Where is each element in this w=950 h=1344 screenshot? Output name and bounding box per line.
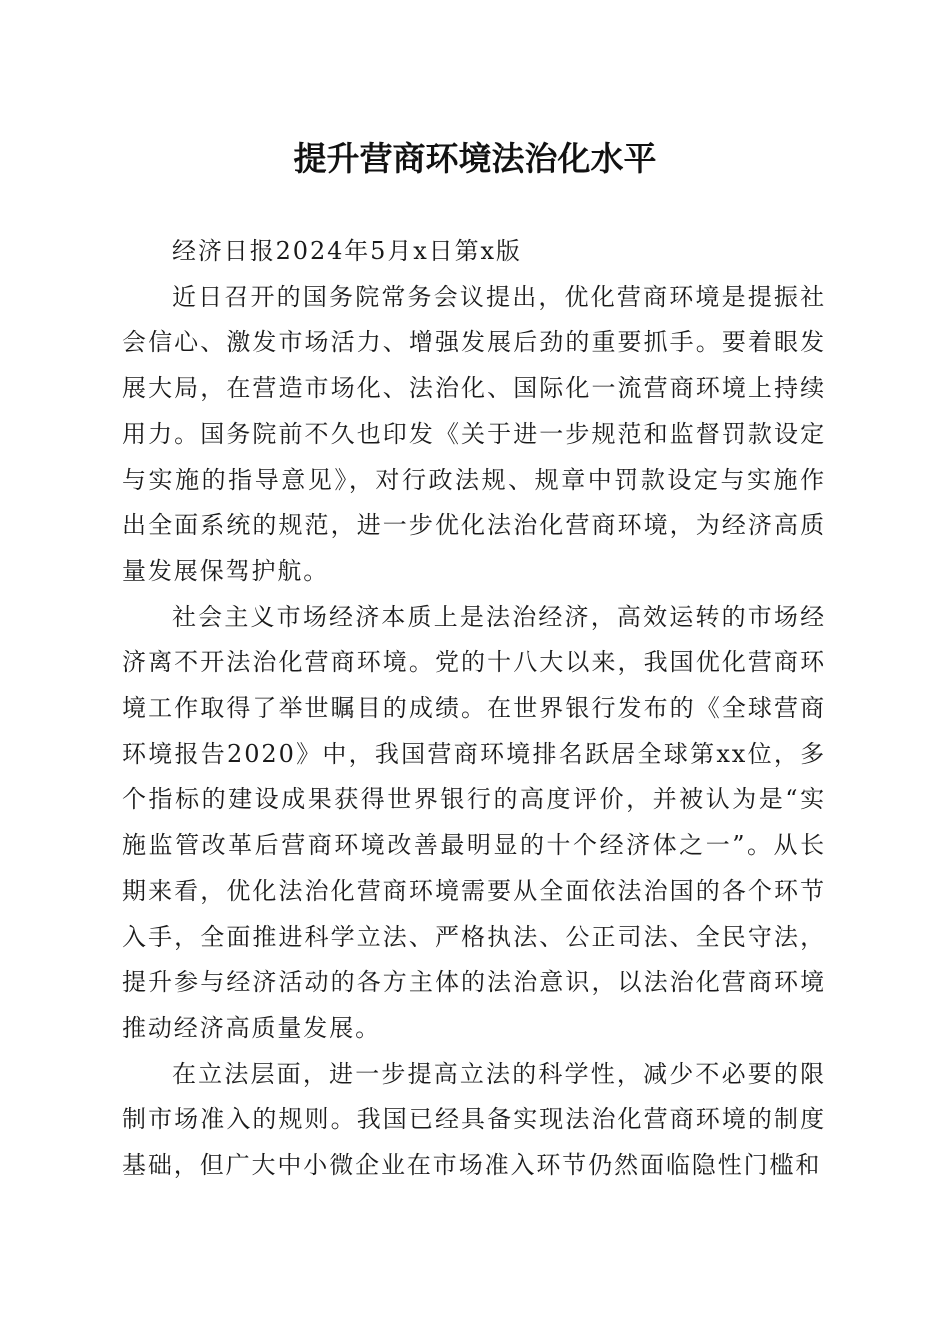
page-title: 提升营商环境法治化水平: [293, 139, 657, 178]
paragraph-3: 在立法层面，进一步提高立法的科学性，减少不必要的限制市场准入的规则。我国已经具备实现法治化营商环境的制度基础，但广大中小微企业在市场准入环节仍然面临隐性门槛和: [122, 1059, 826, 1180]
paragraph-1: 近日召开的国务院常务会议提出，优化营商环境是提振社会信心、激发市场活力、增强发展后劲的重要抓手。要着眼发展大局，在营造市场化、法治化、国际化一流营商环境上持续用力。国务院前不久也印发《关于进一步规范和监督罚款设定与实施的指导意见》，对行政法规、规章中罚款设定与实施作出全面系统的规范，进一步优化法治化营商环境，为经济高质量发展保驾护航。: [122, 282, 826, 585]
article-body: [122, 229, 826, 1189]
paragraph-2: 社会主义市场经济本质上是法治经济，高效运转的市场经济离不开法治化营商环境。党的十八大以来，我国优化营商环境工作取得了举世瞩目的成绩。在世界银行发布的《全球营商环境报告2020》中，我国营商环境排名跃居全球第xx位，多个指标的建设成果获得世界银行的高度评价，并被认为是“实施监管改革后营商环境改善最明显的十个经济体之一”。从长期来看，优化法治化营商环境需要从全面依法治国的各个环节入手，全面推进科学立法、严格执法、公正司法、全民守法，提升参与经济活动的各方主体的法治意识，以法治化营商环境推动经济高质量发展。: [122, 602, 826, 1042]
source-line: 经济日报2024年5月x日第x版: [172, 237, 522, 265]
